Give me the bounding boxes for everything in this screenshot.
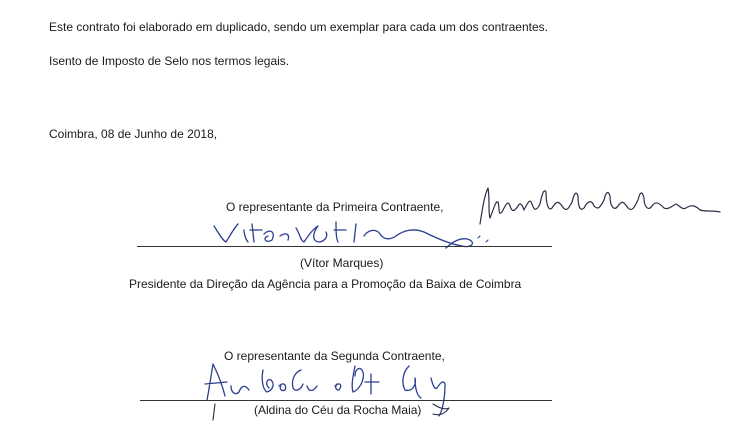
second-party-signature-line — [140, 400, 552, 401]
first-party-heading: O representante da Primeira Contraente, — [226, 200, 444, 214]
first-party-initials-signature — [474, 182, 744, 232]
first-party-signature-line — [137, 246, 552, 247]
place-and-date: Coimbra, 08 de Junho de 2018, — [49, 127, 218, 141]
second-party-heading: O representante da Segunda Contraente, — [224, 349, 445, 363]
closing-paragraph: Este contrato foi elaborado em duplicado, sendo um exemplar para cada um dos contraentes. — [49, 20, 548, 34]
tax-exemption-paragraph: Isento de Imposto de Selo nos termos legais. — [49, 54, 290, 68]
first-party-signature — [200, 214, 510, 254]
second-party-name: (Aldina do Céu da Rocha Maia) — [254, 403, 422, 417]
first-party-name: (Vítor Marques) — [300, 256, 384, 270]
first-party-role: Presidente da Direção da Agência para a Promoção da Baixa de Coimbra — [129, 277, 522, 291]
